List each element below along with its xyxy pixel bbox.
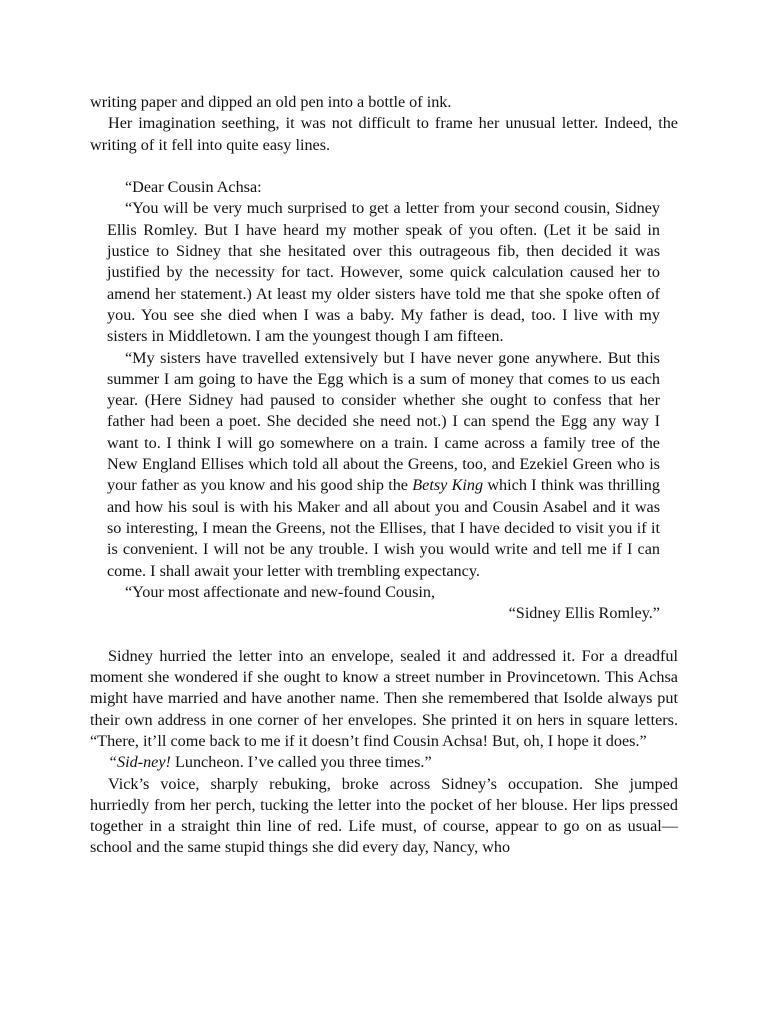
letter-paragraph-1: “You will be very much surprised to get a letter from your second cousin, Sidney Ellis Romley. But I have heard my mother speak of you often. (Let it be said in justice to Sidney that she hesitated over this outrageous fib, then decided it was justified by the necessity for tact. However, some quick calculation caused her to amend her statement.) At least my older sisters have told me that she spoke often of you. You see she died when I was a baby. My father is dead, too. I live with my sisters in Middletown. I am the youngest though I am fifteen. [107, 199, 660, 346]
blank-line [90, 624, 678, 645]
letter-block [107, 177, 660, 624]
letter-salutation: “Dear Cousin Achsa: [125, 178, 262, 197]
blank-line [90, 156, 678, 177]
paragraph-imagination: Her imagination seething, it was not difficult to frame her unusual letter. Indeed, the writing of it fell into quite easy lines. [90, 114, 678, 154]
paragraph-vick: Vick’s voice, sharply rebuking, broke across Sidney’s occupation. She jumped hurriedly from her perch, tucking the letter into the pocket of her blouse. Her lips pressed together in a straight thin line of red. Life must, of course, appear to go on as usual—school and the same stupid things she did every day, Nancy, who [90, 774, 678, 857]
paragraph-hurried: Sidney hurried the letter into an envelope, sealed it and addressed it. For a dreadful moment she wondered if she ought to know a street number in Provincetown. This Achsa might have married and have another name. Then she remembered that Isolde always put their own address in one corner of her envelopes. She printed it on hers in square letters. “There, it’ll come back to me if it doesn’t find Cousin Achsa! But, oh, I hope it does.” [90, 646, 678, 750]
letter-paragraph-2-end: which I think was thrilling and how his soul is with his Maker and all about you and Cousin Asabel and it was so interesting, I mean the Greens, not the Ellises, that I have decided to visit you if it is convenient. I will not be any trouble. I wish you would write and tell me if I can come. I shall await your letter with trembling expectancy. [107, 476, 660, 580]
letter-closing: “Your most affectionate and new-found Cousin, [125, 582, 436, 601]
opening-line: writing paper and dipped an old pen into a bottle of ink. [90, 93, 452, 111]
call-name: “Sid-ney! [108, 753, 171, 772]
letter-paragraph-2 [107, 348, 660, 582]
ship-name: Betsy King [412, 476, 484, 495]
paragraph-call [90, 752, 678, 773]
call-rest: Luncheon. I’ve called you three times.” [170, 753, 432, 772]
letter-paragraph-2-start: “My sisters have travelled extensively but I have never gone anywhere. But this summer I am going to have the Egg which is a sum of money that comes to us each year. (Here Sidney had paused to consider whether she ought to confess that her father had been a poet. She decided she need not.) I can spend the Egg any way I want to. I think I will go somewhere on a train. I came across a family tree of the New England Ellises which told all about the Greens, too, and Ezekiel Green who is your father as you know and his good ship the [107, 348, 660, 495]
page-body [90, 92, 678, 859]
letter-signature: “Sidney Ellis Romley.” [508, 604, 660, 623]
